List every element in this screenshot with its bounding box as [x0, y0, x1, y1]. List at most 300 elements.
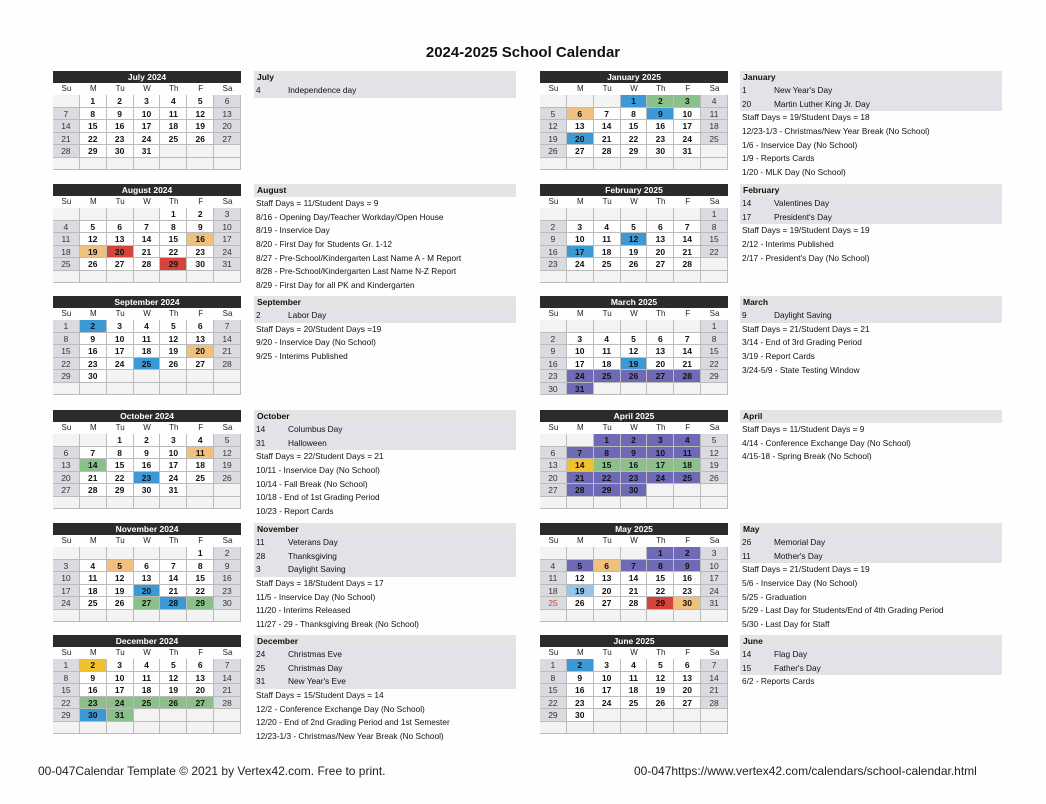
day-cell: 4 — [80, 560, 107, 573]
day-cell: 31 — [701, 597, 728, 610]
weekday-header: Th — [656, 423, 666, 432]
weekday-header: M — [89, 197, 97, 206]
day-cell: 22 — [160, 246, 187, 259]
day-cell: 18 — [134, 684, 161, 697]
day-cell: 6 — [540, 447, 567, 460]
day-cell: 24 — [134, 133, 161, 146]
weekday-header: W — [143, 423, 151, 432]
month-events — [740, 410, 1002, 464]
day-cell: 12 — [701, 447, 728, 460]
month-title: March 2025 — [540, 296, 728, 308]
day-cell: 12 — [187, 108, 214, 121]
day-cell: 18 — [621, 684, 648, 697]
empty-cell — [214, 145, 241, 158]
day-cell: 28 — [674, 370, 701, 383]
day-cell: 29 — [53, 370, 80, 383]
day-cell: 15 — [647, 572, 674, 585]
empty-cell — [134, 158, 161, 171]
event-note: 11/5 - Inservice Day (No School) — [256, 591, 376, 602]
holiday-line — [740, 550, 1002, 564]
day-cell: 9 — [214, 560, 241, 573]
day-cell: 30 — [674, 597, 701, 610]
day-cell: 10 — [567, 345, 594, 358]
day-cell: 9 — [540, 345, 567, 358]
weekday-header: Su — [61, 648, 72, 657]
day-cell: 29 — [621, 145, 648, 158]
empty-cell — [674, 383, 701, 396]
day-cell: 24 — [701, 585, 728, 598]
event-note: 8/16 - Opening Day/Teacher Workday/Open House — [256, 211, 444, 222]
day-cell: 21 — [53, 133, 80, 146]
holiday-name: Daylight Saving — [288, 564, 346, 575]
day-cell: 11 — [594, 345, 621, 358]
month-events — [254, 184, 516, 293]
empty-cell — [53, 271, 80, 284]
day-cell: 26 — [160, 697, 187, 710]
day-cell: 8 — [187, 560, 214, 573]
events-month-title: June — [740, 635, 1002, 648]
day-cell: 14 — [674, 345, 701, 358]
day-cell: 15 — [160, 233, 187, 246]
day-cell: 30 — [107, 145, 134, 158]
day-cell: 24 — [107, 697, 134, 710]
page-title: 2024-2025 School Calendar — [425, 44, 621, 61]
day-cell: 30 — [80, 370, 107, 383]
day-cell: 10 — [594, 672, 621, 685]
day-cell: 1 — [53, 659, 80, 672]
weekday-header: F — [198, 197, 204, 206]
empty-cell — [594, 722, 621, 735]
month-grid — [540, 308, 728, 395]
holiday-line — [740, 648, 1002, 662]
day-cell: 3 — [107, 659, 134, 672]
day-cell: 22 — [701, 358, 728, 371]
weekday-header: M — [576, 648, 584, 657]
month-title: November 2024 — [53, 523, 241, 535]
day-cell: 10 — [107, 672, 134, 685]
day-cell: 8 — [621, 108, 648, 121]
weekday-header: M — [89, 423, 97, 432]
holiday-line — [740, 309, 1002, 323]
month-title: June 2025 — [540, 635, 728, 647]
holiday-name: Flag Day — [774, 649, 808, 659]
day-cell: 18 — [594, 246, 621, 259]
day-cell: 22 — [540, 697, 567, 710]
month-grid — [53, 196, 241, 283]
empty-cell — [187, 497, 214, 510]
weekday-header: W — [143, 536, 151, 545]
day-cell: 8 — [160, 221, 187, 234]
day-cell: 27 — [187, 697, 214, 710]
event-note: 8/28 - Pre-School/Kindergarten Last Name N-Z Report — [256, 266, 457, 277]
weekday-header: W — [630, 309, 638, 318]
events-month-title: October — [254, 410, 516, 423]
day-cell: 27 — [187, 358, 214, 371]
empty-cell — [540, 497, 567, 510]
day-cell: 29 — [187, 597, 214, 610]
event-note: 1/6 - Inservice Day (No School) — [742, 139, 858, 150]
day-cell: 28 — [134, 258, 161, 271]
day-cell: 23 — [540, 370, 567, 383]
day-cell: 12 — [647, 672, 674, 685]
empty-cell — [567, 158, 594, 171]
event-note: 5/25 - Graduation — [742, 591, 807, 602]
day-cell: 14 — [134, 233, 161, 246]
empty-cell — [567, 95, 594, 108]
day-cell: 23 — [107, 133, 134, 146]
day-cell: 17 — [107, 345, 134, 358]
day-cell: 4 — [134, 659, 161, 672]
holiday-name: Daylight Saving — [774, 310, 832, 320]
month-calendar — [53, 71, 241, 170]
day-cell: 21 — [594, 133, 621, 146]
events-month-title: November — [254, 523, 516, 536]
day-cell: 5 — [621, 333, 648, 346]
weekday-header: Th — [656, 309, 666, 318]
day-cell: 5 — [160, 659, 187, 672]
day-cell: 14 — [674, 233, 701, 246]
holiday-line — [740, 197, 1002, 211]
weekday-header: Th — [169, 197, 179, 206]
day-cell: 17 — [134, 120, 161, 133]
month-grid — [53, 83, 241, 170]
day-cell: 23 — [134, 472, 161, 485]
weekday-header: Tu — [602, 423, 612, 432]
event-note: Staff Days = 11/Student Days = 9 — [256, 198, 379, 208]
empty-cell — [567, 271, 594, 284]
day-cell: 2 — [621, 434, 648, 447]
empty-cell — [594, 158, 621, 171]
empty-cell — [674, 497, 701, 510]
day-cell: 25 — [134, 358, 161, 371]
day-cell: 27 — [567, 145, 594, 158]
day-cell: 28 — [674, 258, 701, 271]
holiday-date: 9 — [742, 310, 747, 320]
day-cell: 28 — [80, 484, 107, 497]
day-cell: 31 — [107, 709, 134, 722]
day-cell: 15 — [540, 684, 567, 697]
holiday-line — [740, 662, 1002, 676]
empty-cell — [621, 547, 648, 560]
holiday-name: Thanksgiving — [288, 550, 337, 561]
day-cell: 18 — [187, 459, 214, 472]
day-cell: 27 — [540, 484, 567, 497]
day-cell: 22 — [187, 585, 214, 598]
day-cell: 1 — [107, 434, 134, 447]
empty-cell — [214, 158, 241, 171]
month-title: February 2025 — [540, 184, 728, 196]
empty-cell — [621, 208, 648, 221]
day-cell: 16 — [80, 345, 107, 358]
day-cell: 21 — [701, 684, 728, 697]
day-cell: 28 — [160, 597, 187, 610]
day-cell: 20 — [187, 345, 214, 358]
day-cell: 8 — [701, 221, 728, 234]
day-cell: 17 — [53, 585, 80, 598]
day-cell: 2 — [540, 221, 567, 234]
day-cell: 5 — [540, 108, 567, 121]
day-cell: 19 — [647, 684, 674, 697]
day-cell: 25 — [674, 472, 701, 485]
holiday-line — [254, 648, 516, 662]
empty-cell — [540, 158, 567, 171]
weekday-header: Su — [61, 423, 72, 432]
empty-cell — [214, 484, 241, 497]
day-cell: 8 — [540, 672, 567, 685]
empty-cell — [214, 722, 241, 735]
empty-cell — [187, 709, 214, 722]
day-cell: 17 — [107, 684, 134, 697]
holiday-line — [254, 563, 516, 577]
weekday-header: M — [576, 197, 584, 206]
empty-cell — [567, 208, 594, 221]
day-cell: 23 — [540, 258, 567, 271]
day-cell: 9 — [540, 233, 567, 246]
empty-cell — [674, 722, 701, 735]
day-cell: 28 — [214, 358, 241, 371]
events-month-title: December — [254, 635, 516, 648]
holiday-date: 31 — [256, 437, 266, 448]
empty-cell — [80, 547, 107, 560]
day-cell: 24 — [107, 358, 134, 371]
day-cell: 31 — [214, 258, 241, 271]
day-cell: 3 — [567, 333, 594, 346]
day-cell: 21 — [80, 472, 107, 485]
holiday-line — [254, 550, 516, 564]
day-cell: 16 — [647, 120, 674, 133]
day-cell: 4 — [674, 434, 701, 447]
day-cell: 22 — [80, 133, 107, 146]
empty-cell — [647, 709, 674, 722]
empty-cell — [134, 547, 161, 560]
day-cell: 20 — [674, 684, 701, 697]
day-cell: 8 — [53, 672, 80, 685]
day-cell: 30 — [647, 145, 674, 158]
empty-cell — [187, 158, 214, 171]
event-note: Staff Days = 15/Student Days = 14 — [256, 690, 384, 701]
empty-cell — [701, 722, 728, 735]
empty-cell — [594, 610, 621, 623]
day-cell: 7 — [674, 333, 701, 346]
day-cell: 18 — [160, 120, 187, 133]
day-cell: 23 — [647, 133, 674, 146]
empty-cell — [80, 158, 107, 171]
empty-cell — [594, 208, 621, 221]
event-note: Staff Days = 22/Student Days = 21 — [256, 451, 384, 462]
weekday-header: Th — [656, 84, 666, 93]
day-cell: 1 — [187, 547, 214, 560]
empty-cell — [53, 95, 80, 108]
day-cell: 16 — [540, 246, 567, 259]
day-cell: 2 — [80, 320, 107, 333]
day-cell: 19 — [621, 358, 648, 371]
day-cell: 29 — [80, 145, 107, 158]
day-cell: 26 — [80, 258, 107, 271]
day-cell: 14 — [214, 672, 241, 685]
day-cell: 1 — [701, 208, 728, 221]
day-cell: 12 — [540, 120, 567, 133]
day-cell: 10 — [107, 333, 134, 346]
event-note: 10/14 - Fall Break (No School) — [256, 478, 368, 489]
day-cell: 20 — [134, 585, 161, 598]
day-cell: 23 — [187, 246, 214, 259]
day-cell: 22 — [647, 585, 674, 598]
holiday-date: 20 — [742, 98, 752, 109]
day-cell: 19 — [80, 246, 107, 259]
event-note: Staff Days = 21/Student Days = 19 — [742, 564, 870, 575]
day-cell: 27 — [107, 258, 134, 271]
day-cell: 16 — [107, 120, 134, 133]
weekday-header: F — [198, 536, 204, 545]
weekday-header: F — [685, 648, 691, 657]
day-cell: 29 — [594, 484, 621, 497]
events-month-title: May — [740, 523, 1002, 536]
weekday-header: W — [630, 197, 638, 206]
empty-cell — [187, 145, 214, 158]
day-cell: 6 — [594, 560, 621, 573]
day-cell: 18 — [540, 585, 567, 598]
day-cell: 6 — [53, 447, 80, 460]
day-cell: 19 — [107, 585, 134, 598]
month-title: April 2025 — [540, 410, 728, 422]
day-cell: 6 — [647, 221, 674, 234]
empty-cell — [107, 208, 134, 221]
day-cell: 17 — [701, 572, 728, 585]
day-cell: 3 — [674, 95, 701, 108]
event-note: 9/25 - Interims Published — [256, 351, 348, 362]
day-cell: 26 — [701, 472, 728, 485]
day-cell: 4 — [53, 221, 80, 234]
holiday-name: Veterans Day — [288, 537, 338, 547]
day-cell: 26 — [107, 597, 134, 610]
weekday-header: Su — [61, 536, 72, 545]
holiday-name: Memorial Day — [774, 537, 826, 547]
day-cell: 24 — [160, 472, 187, 485]
day-cell: 7 — [134, 221, 161, 234]
day-cell: 23 — [80, 697, 107, 710]
empty-cell — [80, 722, 107, 735]
day-cell: 19 — [701, 459, 728, 472]
weekday-header: Su — [548, 423, 559, 432]
holiday-name: Columbus Day — [288, 424, 343, 434]
day-cell: 24 — [674, 133, 701, 146]
day-cell: 27 — [594, 597, 621, 610]
weekday-header: Su — [61, 197, 72, 206]
day-cell: 25 — [621, 697, 648, 710]
weekday-header: F — [198, 309, 204, 318]
day-cell: 10 — [134, 108, 161, 121]
weekday-header: M — [576, 84, 584, 93]
day-cell: 1 — [80, 95, 107, 108]
empty-cell — [701, 258, 728, 271]
weekday-header: Tu — [602, 648, 612, 657]
empty-cell — [621, 722, 648, 735]
weekday-header: Tu — [602, 309, 612, 318]
empty-cell — [107, 610, 134, 623]
holiday-name: Labor Day — [288, 310, 327, 320]
day-cell: 2 — [80, 659, 107, 672]
weekday-header: Th — [169, 423, 179, 432]
day-cell: 3 — [214, 208, 241, 221]
day-cell: 26 — [160, 358, 187, 371]
empty-cell — [80, 271, 107, 284]
weekday-header: M — [89, 536, 97, 545]
empty-cell — [567, 547, 594, 560]
event-note: 8/19 - Inservice Day — [256, 225, 330, 236]
day-cell: 21 — [214, 684, 241, 697]
month-events — [740, 71, 1002, 180]
day-cell: 12 — [160, 672, 187, 685]
day-cell: 7 — [80, 447, 107, 460]
day-cell: 26 — [540, 145, 567, 158]
month-events — [254, 296, 516, 364]
empty-cell — [134, 709, 161, 722]
weekday-header: Th — [656, 197, 666, 206]
day-cell: 6 — [187, 320, 214, 333]
holiday-line — [254, 675, 516, 689]
day-cell: 3 — [647, 434, 674, 447]
day-cell: 24 — [214, 246, 241, 259]
empty-cell — [567, 610, 594, 623]
day-cell: 15 — [80, 120, 107, 133]
day-cell: 5 — [701, 434, 728, 447]
empty-cell — [214, 271, 241, 284]
holiday-name: Halloween — [288, 437, 327, 448]
day-cell: 25 — [134, 697, 161, 710]
day-cell: 15 — [701, 233, 728, 246]
day-cell: 19 — [567, 585, 594, 598]
month-calendar — [53, 523, 241, 622]
day-cell: 31 — [567, 383, 594, 396]
empty-cell — [567, 434, 594, 447]
day-cell: 25 — [594, 258, 621, 271]
weekday-header: Sa — [222, 84, 233, 93]
empty-cell — [674, 271, 701, 284]
day-cell: 19 — [160, 684, 187, 697]
empty-cell — [701, 158, 728, 171]
empty-cell — [621, 497, 648, 510]
weekday-header: Tu — [115, 84, 125, 93]
empty-cell — [540, 208, 567, 221]
month-calendar — [540, 296, 728, 395]
events-month-title: April — [740, 410, 1002, 423]
day-cell: 25 — [701, 133, 728, 146]
day-cell: 25 — [187, 472, 214, 485]
day-cell: 27 — [647, 258, 674, 271]
day-cell: 4 — [540, 560, 567, 573]
day-cell: 12 — [567, 572, 594, 585]
weekday-header: Sa — [222, 536, 233, 545]
day-cell: 9 — [80, 333, 107, 346]
empty-cell — [160, 145, 187, 158]
day-cell: 4 — [621, 659, 648, 672]
holiday-line — [740, 211, 1002, 225]
empty-cell — [540, 722, 567, 735]
weekday-header: F — [685, 197, 691, 206]
empty-cell — [107, 370, 134, 383]
empty-cell — [647, 208, 674, 221]
weekday-header: F — [685, 423, 691, 432]
day-cell: 20 — [53, 472, 80, 485]
day-cell: 5 — [647, 659, 674, 672]
weekday-header: Th — [169, 536, 179, 545]
month-events — [740, 635, 1002, 689]
empty-cell — [674, 610, 701, 623]
day-cell: 18 — [594, 358, 621, 371]
empty-cell — [567, 497, 594, 510]
day-cell: 11 — [134, 333, 161, 346]
day-cell: 19 — [187, 120, 214, 133]
